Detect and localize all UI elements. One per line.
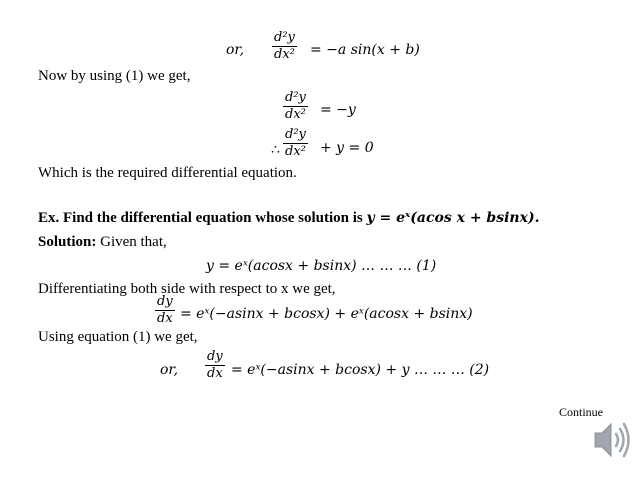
solution-label: Solution: bbox=[38, 234, 97, 250]
eq-final-rhs: = eˣ(−asinx + bcosx) + y … … … (2) bbox=[231, 362, 490, 378]
eq3-fraction bbox=[283, 127, 308, 160]
eq-dydx-rhs: = eˣ(−asinx + bcosx) + eˣ(acosx + bsinx) bbox=[180, 306, 473, 322]
eq-1: y = eˣ(acosx + bsinx) … … … (1) bbox=[206, 258, 437, 274]
eq-dydx-num: dy bbox=[157, 294, 173, 309]
which-is-text: Which is the required differential equation. bbox=[38, 165, 297, 181]
eq2-fraction bbox=[283, 90, 308, 123]
eq-top-den: dx² bbox=[274, 47, 295, 62]
eq-top-fraction bbox=[272, 30, 297, 63]
eq-final-num: dy bbox=[207, 349, 223, 364]
eq-final-den: dx bbox=[207, 366, 223, 381]
example-heading bbox=[38, 210, 539, 227]
solution-line bbox=[38, 234, 167, 251]
using-equation-text: Using equation (1) we get, bbox=[38, 329, 198, 345]
eq3-num: d²y bbox=[285, 127, 306, 142]
eq-final-prefix: or, bbox=[160, 362, 179, 378]
therefore-symbol: ∴ bbox=[271, 142, 280, 158]
example-equation: y = eˣ(acos x + bsinx). bbox=[366, 210, 540, 226]
solution-text: Given that, bbox=[96, 234, 167, 250]
eq-dydx-fraction bbox=[155, 294, 175, 327]
eq3-den: dx² bbox=[285, 144, 306, 159]
eq3-rhs: + y = 0 bbox=[320, 140, 374, 156]
eq2-num: d²y bbox=[285, 90, 306, 105]
eq2-rhs: = −y bbox=[320, 102, 356, 118]
eq-final-fraction bbox=[205, 349, 225, 382]
eq-top-rhs: = −a sin(x + b) bbox=[310, 42, 420, 58]
example-label: Ex. Find the differential equation whose solution is bbox=[38, 210, 367, 226]
now-using-text: Now by using (1) we get, bbox=[38, 68, 191, 84]
eq-top-num: d²y bbox=[274, 30, 295, 45]
eq2-den: dx² bbox=[285, 107, 306, 122]
eq-dydx-den: dx bbox=[157, 311, 173, 326]
speaker-icon[interactable] bbox=[591, 415, 631, 465]
differentiating-text: Differentiating both side with respect to x we get, bbox=[38, 281, 336, 297]
eq-top-prefix: or, bbox=[226, 42, 245, 58]
continue-link[interactable]: Continue bbox=[559, 405, 603, 419]
